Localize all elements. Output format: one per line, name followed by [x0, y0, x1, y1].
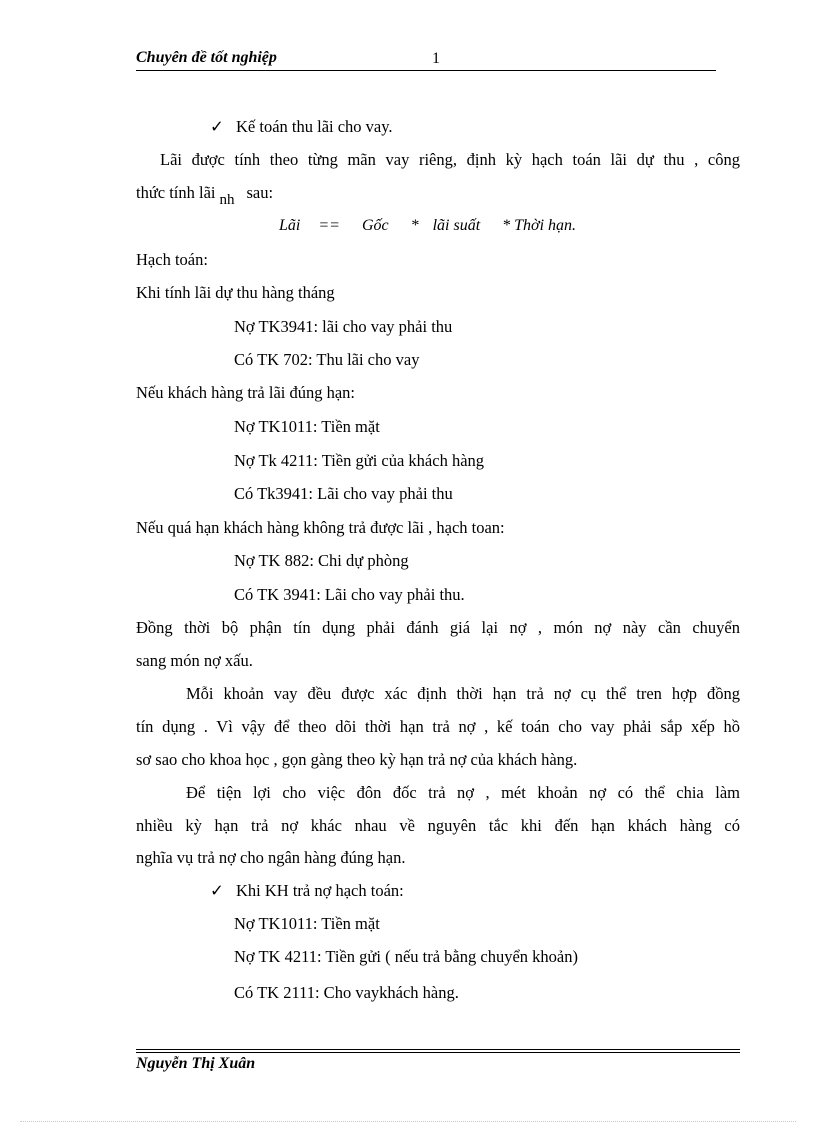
entry-line: Có TK 2111: Cho vaykhách hàng.	[234, 983, 459, 1002]
footer-author: Nguyễn Thị Xuân	[136, 1055, 256, 1072]
bullet-text: Kế toán thu lãi cho vay.	[236, 117, 393, 136]
bullet-text: Khi KH trả nợ hạch toán:	[236, 881, 404, 900]
formula-term: * Thời hạn.	[502, 217, 577, 234]
paragraph-line: sang món nợ xấu.	[136, 651, 253, 670]
header-title: Chuyên đề tốt nghiệp	[136, 49, 277, 66]
formula-operator: ==	[318, 217, 340, 234]
paragraph-line	[136, 183, 274, 208]
formula-term: lãi suất	[432, 217, 481, 234]
paragraph-line: Đồng thời bộ phận tín dụng phải đánh giá lại nợ , món nợ này cần chuyển	[136, 618, 740, 637]
entry-line: Nợ TK3941: lãi cho vay phải thu	[234, 317, 453, 336]
formula-term: Gốc	[361, 217, 389, 234]
entry-line: Có TK 3941: Lãi cho vay phải thu.	[234, 585, 465, 604]
paragraph-line: Khi tính lãi dự thu hàng tháng	[136, 283, 335, 302]
header-rule	[136, 70, 716, 71]
paragraph-line: sơ sao cho khoa học , gọn gàng theo kỳ hạn trả nợ của khách hàng.	[136, 750, 578, 769]
checkmark-icon: ✓	[210, 117, 224, 136]
paragraph-line: nhiều kỳ hạn trả nợ khác nhau về nguyên tắc khi đến hạn khách hàng có	[136, 816, 740, 835]
formula	[279, 216, 576, 236]
entry-line: Có Tk3941: Lãi cho vay phải thu	[234, 484, 453, 503]
page-number: 1	[432, 50, 440, 67]
footer-rule	[136, 1049, 740, 1050]
text-span: nh	[219, 192, 235, 208]
checkmark-icon: ✓	[210, 881, 224, 900]
formula-term: Lãi	[279, 217, 301, 234]
entry-line: Có TK 702: Thu lãi cho vay	[234, 350, 420, 369]
formula-operator: *	[410, 217, 419, 234]
text-span: thức tính lãi	[136, 183, 216, 202]
paragraph-line: Nếu quá hạn khách hàng không trả được lãi , hạch toan:	[136, 518, 505, 537]
paragraph-line: Hạch toán:	[136, 250, 208, 269]
page-bottom-border	[20, 1121, 796, 1122]
paragraph-line: nghĩa vụ trả nợ cho ngân hàng đúng hạn.	[136, 848, 406, 867]
footer-rule	[136, 1052, 740, 1053]
entry-line: Nợ TK1011: Tiền mặt	[234, 914, 380, 933]
paragraph-line: Để tiện lợi cho việc đôn đốc trả nợ , mét khoản nợ có thể chia làm	[186, 783, 740, 802]
entry-line: Nợ Tk 4211: Tiền gửi của khách hàng	[234, 451, 485, 470]
entry-line: Nợ TK 4211: Tiền gửi ( nếu trả bằng chuyển khoản)	[234, 947, 578, 966]
entry-line: Nợ TK 882: Chi dự phòng	[234, 551, 409, 570]
entry-line: Nợ TK1011: Tiền mặt	[234, 417, 380, 436]
paragraph-line: Nếu khách hàng trả lãi đúng hạn:	[136, 383, 356, 402]
bullet-item	[210, 881, 404, 901]
paragraph-line: Lãi được tính theo từng mãn vay riêng, định kỳ hạch toán lãi dự thu , công	[160, 150, 740, 169]
bullet-item	[210, 117, 393, 137]
paragraph-line: Mỗi khoản vay đều được xác định thời hạn trả nợ cụ thể tren hợp đồng	[186, 684, 740, 703]
paragraph-line: tín dụng . Vì vậy để theo dõi thời hạn trả nợ , kế toán cho vay phải sắp xếp hồ	[136, 717, 740, 736]
text-span: sau:	[246, 183, 274, 202]
